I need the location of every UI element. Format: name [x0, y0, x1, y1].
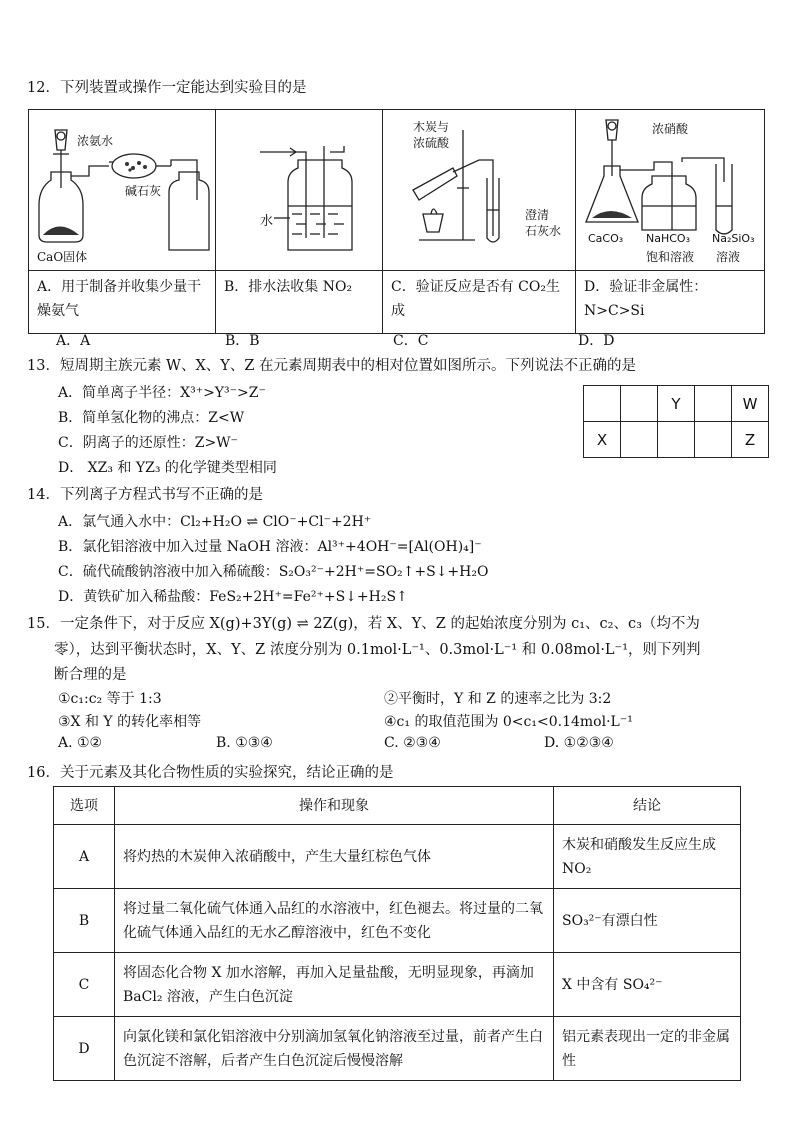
- q15-choice-b[interactable]: B. ①③④: [216, 735, 273, 751]
- label-solution: 溶液: [716, 250, 741, 264]
- pt-cell: [658, 422, 695, 458]
- label-caco3: CaCO₃: [588, 232, 624, 245]
- q12-choice-d[interactable]: D．D: [578, 333, 615, 349]
- table-row: [54, 1017, 741, 1081]
- q15-stem-line2: 零），达到平衡状态时，X、Y、Z 浓度分别为 0.1mol·L⁻¹、0.3mol·L⁻¹ 和 0.08mol·L⁻¹，则下列判: [54, 642, 701, 658]
- label-nahco3: NaHCO₃: [646, 232, 690, 245]
- caption-b: B．排水法收集 NO₂: [216, 271, 383, 334]
- apparatus-b: [216, 110, 383, 271]
- apparatus-d: [576, 110, 765, 271]
- q13-option-a[interactable]: A．简单离子半径：X³⁺>Y³⁻>Z⁻: [58, 385, 266, 401]
- q12-stem: 12．下列装置或操作一定能达到实验目的是: [27, 80, 307, 96]
- label-limewater-1: 澄清: [525, 208, 550, 222]
- q15-choice-c[interactable]: C. ②③④: [384, 735, 441, 751]
- row-operation: 向氯化镁和氯化铝溶液中分别滴加氢氧化钠溶液至过量，前者产生白色沉淀不溶解，后者产生白色沉淀后慢慢溶解: [115, 1017, 554, 1081]
- q12-apparatus-table: [28, 109, 765, 334]
- q16-stem: 16．关于元素及其化合物性质的实验探究，结论正确的是: [27, 765, 394, 781]
- q13-option-d[interactable]: D． XZ₃ 和 YZ₃ 的化学键类型相同: [58, 460, 277, 476]
- q14-option-d[interactable]: D．黄铁矿加入稀盐酸：FeS₂+2H⁺=Fe²⁺+S↓+H₂S↑: [58, 589, 408, 605]
- table-row: [54, 953, 741, 1017]
- q15-statement-4: ④c₁ 的取值范围为 0<c₁<0.14mol·L⁻¹: [384, 714, 633, 730]
- q15-statement-3: ③X 和 Y 的转化率相等: [58, 714, 202, 730]
- apparatus-c: [383, 110, 576, 271]
- label-conc-ammonia: 浓氨水: [77, 134, 114, 148]
- pt-cell-z: Z: [732, 422, 769, 458]
- pt-cell: [695, 422, 732, 458]
- q16-table: [53, 786, 741, 1081]
- q15-choice-a[interactable]: A. ①②: [58, 735, 103, 751]
- label-soda-lime: 碱石灰: [125, 184, 162, 198]
- q13-option-c[interactable]: C．阴离子的还原性：Z>W⁻: [58, 435, 238, 451]
- q13-option-b[interactable]: B．简单氢化物的沸点：Z<W: [58, 410, 245, 426]
- q14-option-a[interactable]: A．氯气通入水中：Cl₂+H₂O ⇌ ClO⁻+Cl⁻+2H⁺: [58, 514, 372, 530]
- apparatus-c-drawing: [383, 110, 575, 270]
- q15-stem-line3: 断合理的是: [54, 667, 127, 683]
- apparatus-b-drawing: [216, 110, 382, 270]
- q15-stem-line1: 15．一定条件下，对于反应 X(g)+3Y(g) ⇌ 2Z(g)，若 X、Y、Z 的起始浓度分别为 c₁、c₂、c₃（均不为: [27, 616, 700, 632]
- label-limewater-2: 石灰水: [525, 224, 562, 238]
- row-option[interactable]: D: [54, 1017, 115, 1081]
- pt-cell: [621, 422, 658, 458]
- periodic-table-fragment: [583, 385, 769, 458]
- q12-choice-a[interactable]: A．A: [56, 333, 91, 349]
- row-operation: 将过量二氧化硫气体通入品红的水溶液中，红色褪去。将过量的二氧化硫气体通入品红的无水乙醇溶液中，红色不变化: [115, 889, 554, 953]
- q14-stem: 14．下列离子方程式书写不正确的是: [27, 487, 263, 503]
- header-option: 选项: [54, 787, 115, 825]
- label-conc-h2so4: 浓硫酸: [413, 136, 450, 150]
- row-conclusion: 铝元素表现出一定的非金属性: [554, 1017, 741, 1081]
- q12-choice-b[interactable]: B．B: [225, 333, 260, 349]
- table-row: [54, 889, 741, 953]
- row-operation: 将灼热的木炭伸入浓硝酸中，产生大量红棕色气体: [115, 825, 554, 889]
- row-operation: 将固态化合物 X 加水溶解，再加入足量盐酸，无明显现象，再滴加 BaCl₂ 溶液，产生白色沉淀: [115, 953, 554, 1017]
- label-water: 水: [260, 214, 274, 229]
- row-conclusion: X 中含有 SO₄²⁻: [554, 953, 741, 1017]
- q14-option-c[interactable]: C．硫代硫酸钠溶液中加入稀硫酸：S₂O₃²⁻+2H⁺=SO₂↑+S↓+H₂O: [58, 564, 489, 580]
- header-conclusion: 结论: [554, 787, 741, 825]
- pt-cell: [584, 386, 621, 422]
- label-saturated-solution: 饱和溶液: [646, 250, 695, 264]
- q13-stem: 13．短周期主族元素 W、X、Y、Z 在元素周期表中的相对位置如图所示。下列说法不正确的是: [27, 358, 637, 374]
- q15-choice-d[interactable]: D. ①②③④: [544, 735, 614, 751]
- apparatus-a: [29, 110, 216, 271]
- pt-cell-x: X: [584, 422, 621, 458]
- q15-statement-1: ①c₁:c₂ 等于 1:3: [58, 691, 162, 707]
- caption-d: D．验证非金属性：N>C>Si: [576, 271, 765, 334]
- header-operation: 操作和现象: [115, 787, 554, 825]
- label-charcoal: 木炭与: [413, 120, 450, 134]
- apparatus-a-drawing: [29, 110, 215, 270]
- q15-statement-2: ②平衡时，Y 和 Z 的速率之比为 3:2: [384, 691, 612, 707]
- row-option[interactable]: A: [54, 825, 115, 889]
- row-conclusion: SO₃²⁻有漂白性: [554, 889, 741, 953]
- pt-cell: [621, 386, 658, 422]
- pt-cell-w: W: [732, 386, 769, 422]
- caption-a: A．用于制备并收集少量干燥氨气: [29, 271, 216, 334]
- pt-cell-y: Y: [658, 386, 695, 422]
- row-conclusion: 木炭和硝酸发生反应生成NO₂: [554, 825, 741, 889]
- label-na2sio3: Na₂SiO₃: [712, 232, 755, 245]
- label-conc-hno3: 浓硝酸: [652, 122, 689, 136]
- table-row: [54, 825, 741, 889]
- pt-cell: [695, 386, 732, 422]
- label-cao-solid: CaO固体: [37, 250, 88, 264]
- q14-option-b[interactable]: B．氯化铝溶液中加入过量 NaOH 溶液：Al³⁺+4OH⁻=[Al(OH)₄]⁻: [58, 539, 482, 555]
- row-option[interactable]: C: [54, 953, 115, 1017]
- row-option[interactable]: B: [54, 889, 115, 953]
- caption-c: C．验证反应是否有 CO₂生成: [383, 271, 576, 334]
- q12-choice-c[interactable]: C．C: [393, 333, 429, 349]
